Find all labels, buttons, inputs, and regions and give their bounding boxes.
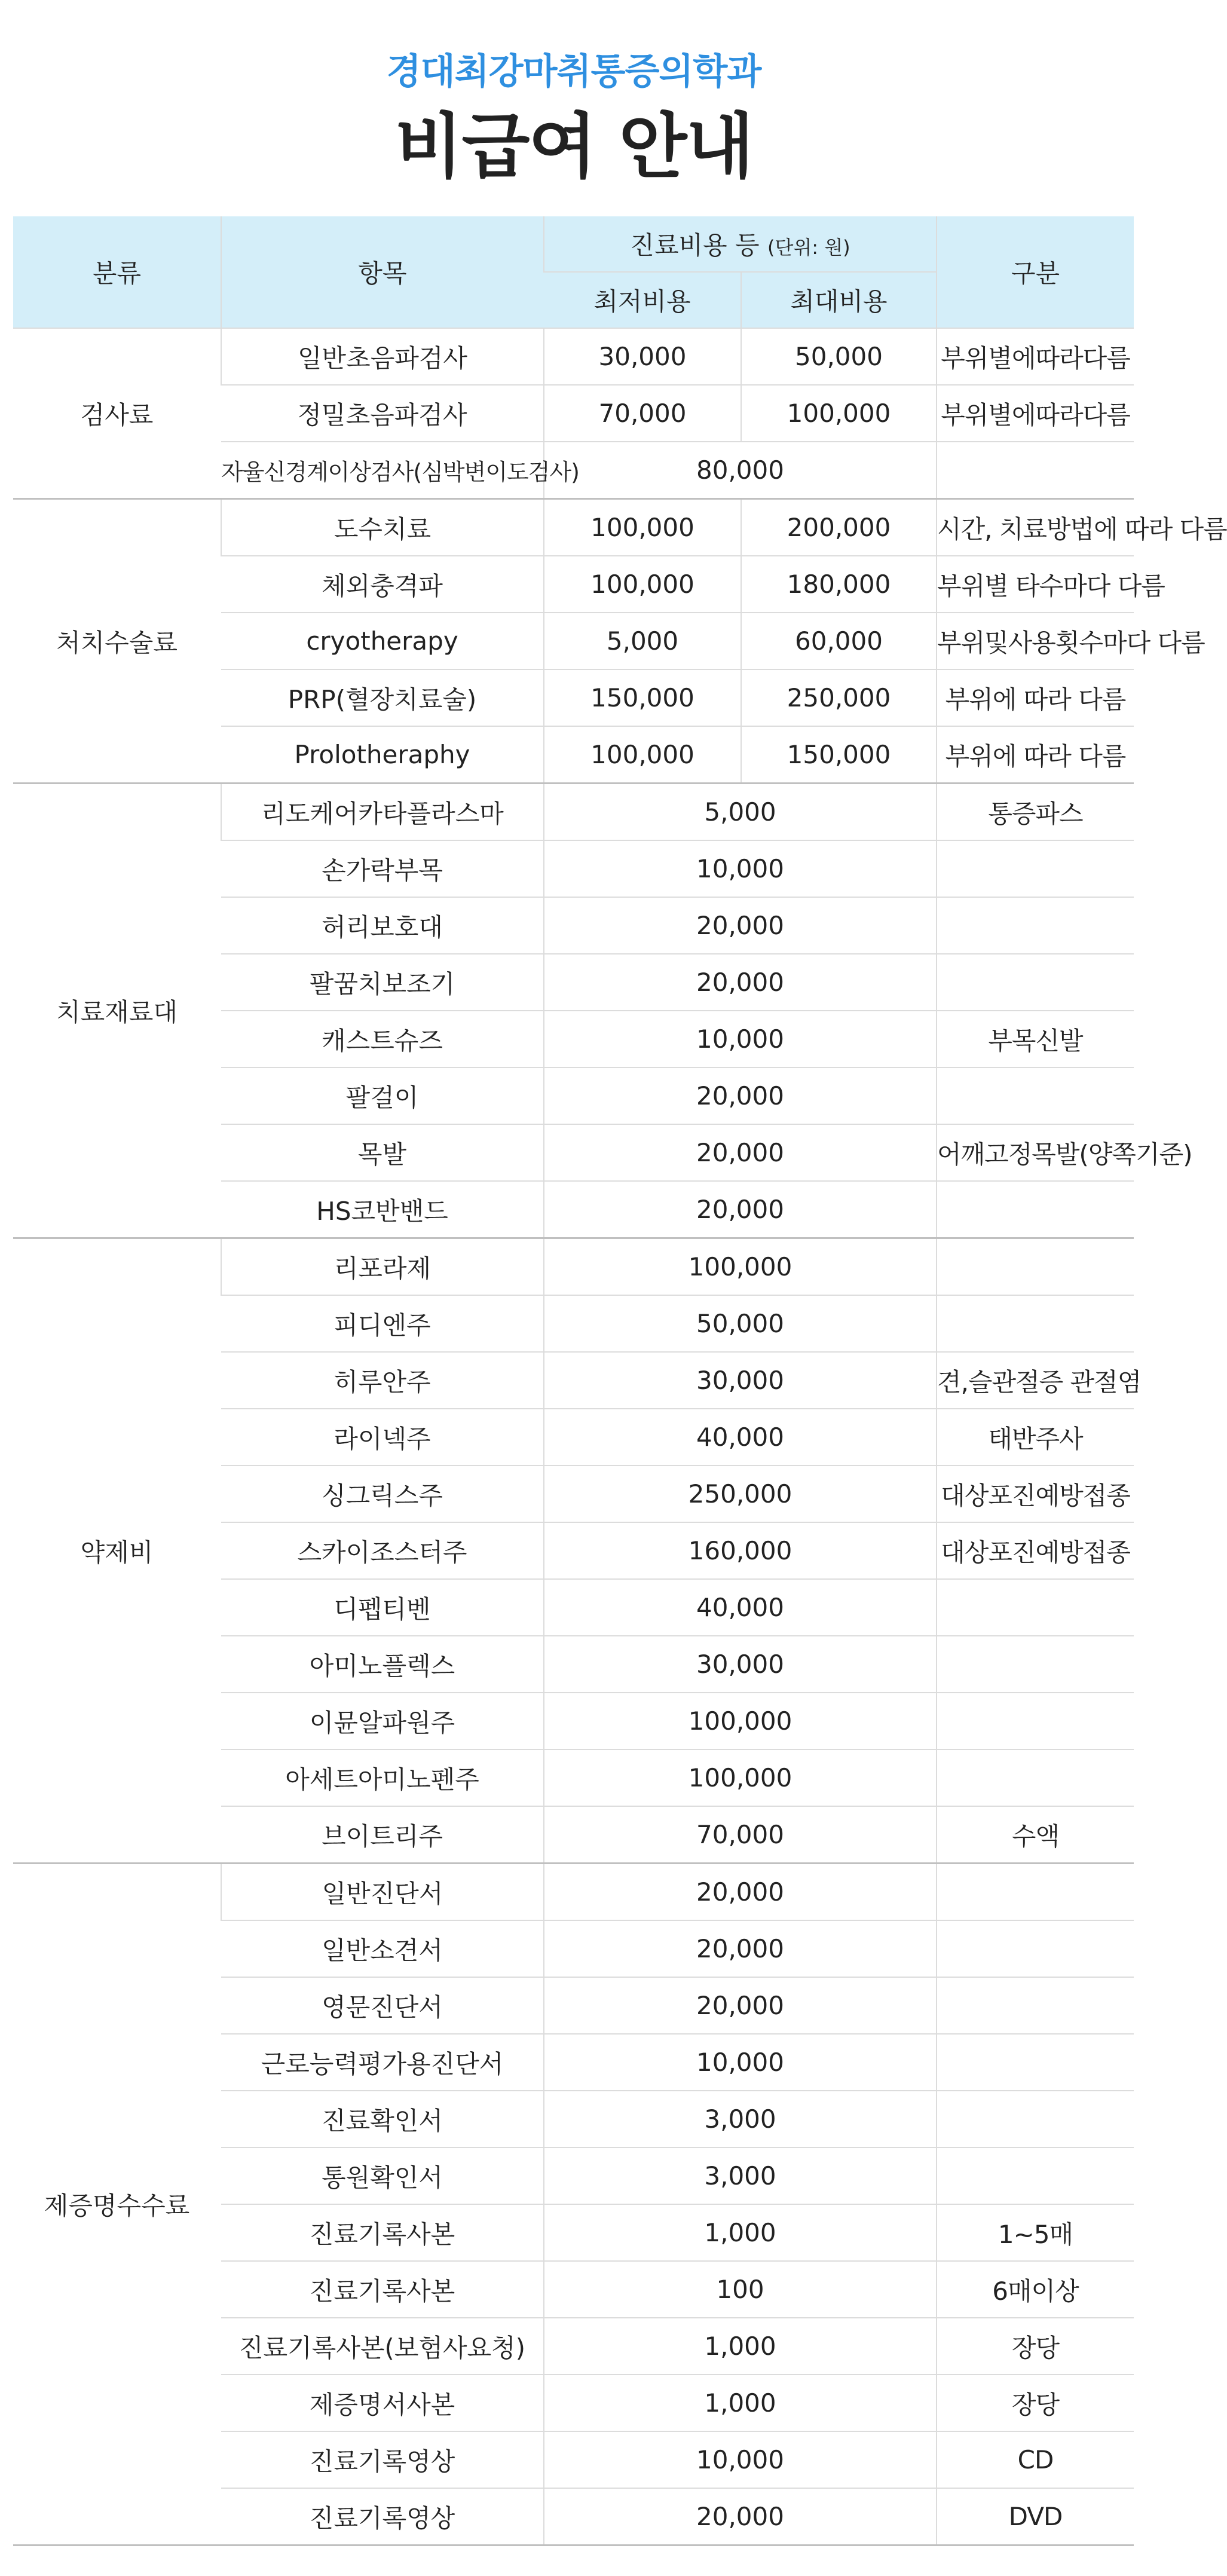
- max-cost-cell: 200,000: [741, 499, 937, 556]
- item-cell: 싱그릭스주: [221, 1466, 544, 1522]
- fee-table: [13, 216, 1227, 2546]
- item-cell: 진료기록영상: [221, 2488, 544, 2546]
- cost-cell: 20,000: [544, 1124, 937, 1181]
- note-cell: 통증파스: [937, 784, 1134, 841]
- note-cell: [937, 2091, 1134, 2147]
- item-cell: 일반진단서: [221, 1864, 544, 1921]
- max-cost-cell: 100,000: [741, 385, 937, 442]
- note-cell: [937, 840, 1134, 897]
- note-cell: [937, 1749, 1134, 1806]
- item-cell: HS코반밴드: [221, 1181, 544, 1238]
- table-row: [13, 499, 1134, 556]
- cost-cell: 1,000: [544, 2318, 937, 2375]
- note-cell: 수액: [937, 1806, 1134, 1864]
- header-category: 분류: [13, 216, 221, 328]
- category-cell: 치료재료대: [13, 784, 221, 1238]
- header-item: 항목: [221, 216, 544, 328]
- item-cell: 일반소견서: [221, 1920, 544, 1977]
- item-cell: 영문진단서: [221, 1977, 544, 2034]
- item-cell: 자율신경계이상검사(심박변이도검사): [221, 442, 544, 499]
- note-cell: 부위에 따라 다름: [937, 669, 1134, 726]
- item-cell: 통원확인서: [221, 2147, 544, 2204]
- note-cell: [937, 1693, 1134, 1749]
- item-cell: 스카이조스터주: [221, 1522, 544, 1579]
- note-cell: [937, 1977, 1134, 2034]
- note-cell: 견,슬관절증 관절염: [937, 1352, 1134, 1409]
- cost-cell: 20,000: [544, 1067, 937, 1124]
- item-cell: 리도케어카타플라스마: [221, 784, 544, 841]
- max-cost-cell: 180,000: [741, 556, 937, 613]
- cost-cell: 20,000: [544, 954, 937, 1011]
- category-cell: 제증명수수료: [13, 1864, 221, 2546]
- item-cell: 브이트리주: [221, 1806, 544, 1864]
- page-title: 비급여 안내: [394, 105, 753, 188]
- item-cell: 아세트아미노펜주: [221, 1749, 544, 1806]
- note-cell: 부목신발: [937, 1011, 1134, 1067]
- cost-cell: 70,000: [544, 1806, 937, 1864]
- note-cell: 부위에 따라 다름: [937, 726, 1134, 784]
- cost-cell: 50,000: [544, 1295, 937, 1352]
- max-cost-cell: 150,000: [741, 726, 937, 784]
- item-cell: 진료확인서: [221, 2091, 544, 2147]
- item-cell: 캐스트슈즈: [221, 1011, 544, 1067]
- min-cost-cell: 150,000: [544, 669, 741, 726]
- note-cell: [937, 1864, 1134, 1921]
- category-cell: 처치수술료: [13, 499, 221, 784]
- item-cell: 정밀초음파검사: [221, 385, 544, 442]
- note-cell: 장당: [937, 2318, 1134, 2375]
- note-cell: 대상포진예방접종: [937, 1522, 1134, 1579]
- min-cost-cell: 100,000: [544, 726, 741, 784]
- max-cost-cell: 250,000: [741, 669, 937, 726]
- min-cost-cell: 100,000: [544, 499, 741, 556]
- item-cell: 아미노플렉스: [221, 1636, 544, 1693]
- item-cell: 일반초음파검사: [221, 328, 544, 385]
- fee-table-body: [13, 328, 1227, 2546]
- table-row: [13, 784, 1134, 841]
- item-cell: 제증명서사본: [221, 2375, 544, 2431]
- cost-cell: 40,000: [544, 1579, 937, 1636]
- item-cell: 진료기록영상: [221, 2431, 544, 2488]
- cost-cell: 10,000: [544, 1011, 937, 1067]
- item-cell: 팔걸이: [221, 1067, 544, 1124]
- min-cost-cell: 100,000: [544, 556, 741, 613]
- cost-cell: 10,000: [544, 2034, 937, 2091]
- note-cell: CD: [937, 2431, 1134, 2488]
- cost-cell: 20,000: [544, 1977, 937, 2034]
- cost-cell: 20,000: [544, 1920, 937, 1977]
- note-cell: 1~5매: [937, 2204, 1134, 2261]
- note-cell: [937, 1295, 1134, 1352]
- cost-cell: 3,000: [544, 2091, 937, 2147]
- item-cell: 진료기록사본: [221, 2261, 544, 2318]
- item-cell: 라이넥주: [221, 1409, 544, 1466]
- note-cell: [937, 954, 1134, 1011]
- note-cell: 대상포진예방접종: [937, 1466, 1134, 1522]
- max-cost-cell: 60,000: [741, 613, 937, 669]
- header-cost-label: 진료비용 등: [630, 231, 760, 260]
- cost-cell: 5,000: [544, 784, 937, 841]
- min-cost-cell: 70,000: [544, 385, 741, 442]
- cost-cell: 10,000: [544, 840, 937, 897]
- note-cell: [937, 1920, 1134, 1977]
- cost-cell: 20,000: [544, 1864, 937, 1921]
- item-cell: 체외충격파: [221, 556, 544, 613]
- note-cell: 부위별에따라다름: [937, 328, 1134, 385]
- note-cell: [937, 2034, 1134, 2091]
- note-cell: 장당: [937, 2375, 1134, 2431]
- item-cell: 근로능력평가용진단서: [221, 2034, 544, 2091]
- cost-cell: 250,000: [544, 1466, 937, 1522]
- cost-cell: 30,000: [544, 1636, 937, 1693]
- note-cell: 부위및사용횟수마다 다름: [937, 613, 1134, 669]
- note-cell: [937, 1579, 1134, 1636]
- item-cell: 팔꿈치보조기: [221, 954, 544, 1011]
- note-cell: 부위별 타수마다 다름: [937, 556, 1134, 613]
- item-cell: 히루안주: [221, 1352, 544, 1409]
- note-cell: 부위별에따라다름: [937, 385, 1134, 442]
- item-cell: 허리보호대: [221, 897, 544, 954]
- page-header: [0, 0, 1148, 215]
- max-cost-cell: 50,000: [741, 328, 937, 385]
- table-row: [13, 328, 1134, 385]
- item-cell: 손가락부목: [221, 840, 544, 897]
- item-cell: Prolotheraphy: [221, 726, 544, 784]
- cost-cell: 30,000: [544, 1352, 937, 1409]
- cost-cell: 40,000: [544, 1409, 937, 1466]
- cost-cell: 160,000: [544, 1522, 937, 1579]
- header-max: 최대비용: [741, 272, 937, 328]
- header-note: 구분: [937, 216, 1134, 328]
- note-cell: 태반주사: [937, 1409, 1134, 1466]
- category-cell: 약제비: [13, 1238, 221, 1864]
- cost-cell: 100,000: [544, 1693, 937, 1749]
- header-min: 최저비용: [544, 272, 741, 328]
- item-cell: 도수치료: [221, 499, 544, 556]
- cost-cell: 100,000: [544, 1749, 937, 1806]
- category-cell: 검사료: [13, 328, 221, 499]
- cost-cell: 80,000: [544, 442, 937, 499]
- cost-cell: 10,000: [544, 2431, 937, 2488]
- item-cell: 진료기록사본(보험사요청): [221, 2318, 544, 2375]
- item-cell: 이뮨알파원주: [221, 1693, 544, 1749]
- note-cell: 어깨고정목발(양쪽기준): [937, 1124, 1134, 1181]
- cost-cell: 20,000: [544, 2488, 937, 2546]
- table-row: [13, 1864, 1134, 1921]
- cost-cell: 20,000: [544, 897, 937, 954]
- item-cell: 디펩티벤: [221, 1579, 544, 1636]
- item-cell: 목발: [221, 1124, 544, 1181]
- header-cost: [544, 216, 937, 272]
- cost-cell: 3,000: [544, 2147, 937, 2204]
- note-cell: 시간, 치료방법에 따라 다름: [937, 499, 1134, 556]
- note-cell: [937, 1181, 1134, 1238]
- note-cell: [937, 1067, 1134, 1124]
- cost-cell: 1,000: [544, 2204, 937, 2261]
- cost-cell: 100,000: [544, 1238, 937, 1296]
- item-cell: 진료기록사본: [221, 2204, 544, 2261]
- item-cell: 피디엔주: [221, 1295, 544, 1352]
- note-cell: [937, 1636, 1134, 1693]
- clinic-name: 경대최강마취통증의학과: [386, 51, 761, 93]
- table-row: [13, 1238, 1134, 1296]
- note-cell: [937, 2147, 1134, 2204]
- cost-cell: 20,000: [544, 1181, 937, 1238]
- header-cost-unit: (단위: 원): [767, 236, 850, 259]
- note-cell: DVD: [937, 2488, 1134, 2546]
- note-cell: [937, 1238, 1134, 1296]
- min-cost-cell: 30,000: [544, 328, 741, 385]
- item-cell: 리포라제: [221, 1238, 544, 1296]
- cost-cell: 100: [544, 2261, 937, 2318]
- item-cell: cryotherapy: [221, 613, 544, 669]
- note-cell: [937, 442, 1134, 499]
- item-cell: PRP(혈장치료술): [221, 669, 544, 726]
- min-cost-cell: 5,000: [544, 613, 741, 669]
- note-cell: [937, 897, 1134, 954]
- note-cell: 6매이상: [937, 2261, 1134, 2318]
- cost-cell: 1,000: [544, 2375, 937, 2431]
